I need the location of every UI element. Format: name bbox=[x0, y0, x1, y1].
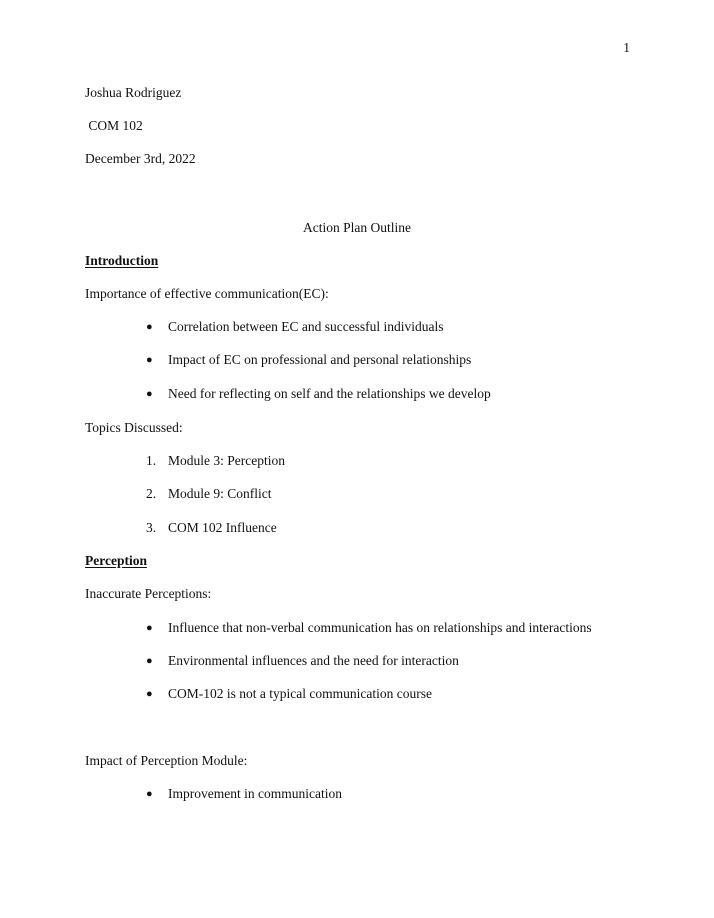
list-item-text: Correlation between EC and successful individuals bbox=[168, 319, 444, 334]
perception-heading: Perception bbox=[85, 553, 147, 568]
introduction-heading: Introduction bbox=[85, 253, 159, 268]
bullet-icon: ● bbox=[146, 388, 153, 400]
bullet-icon: ● bbox=[146, 622, 153, 634]
list-item-text: Environmental influences and the need for interaction bbox=[168, 653, 459, 668]
list-item-text: COM-102 is not a typical communication course bbox=[168, 686, 432, 701]
list-item bbox=[146, 786, 342, 802]
list-item bbox=[146, 486, 272, 502]
bullet-icon: ● bbox=[146, 354, 153, 366]
list-item bbox=[146, 352, 471, 368]
topics-label: Topics Discussed: bbox=[85, 420, 183, 435]
list-number: 3. bbox=[146, 520, 157, 535]
list-number: 2. bbox=[146, 486, 157, 501]
list-item-text: Influence that non-verbal communication has on relationships and interactions bbox=[168, 620, 592, 635]
list-item bbox=[146, 453, 285, 469]
author-name: Joshua Rodriguez bbox=[85, 85, 182, 100]
document-title: Action Plan Outline bbox=[303, 220, 411, 235]
list-item-text: COM 102 Influence bbox=[168, 520, 277, 535]
impact-perception-label: Impact of Perception Module: bbox=[85, 753, 248, 768]
list-item-text: Module 9: Conflict bbox=[168, 486, 272, 501]
bullet-icon: ● bbox=[146, 788, 153, 800]
list-item bbox=[146, 520, 277, 536]
list-item-text: Improvement in communication bbox=[168, 786, 342, 801]
list-item-text: Module 3: Perception bbox=[168, 453, 285, 468]
bullet-icon: ● bbox=[146, 321, 153, 333]
course-code: COM 102 bbox=[85, 118, 143, 133]
importance-label: Importance of effective communication(EC): bbox=[85, 286, 329, 301]
page-number: 1 bbox=[623, 40, 630, 55]
list-item bbox=[146, 319, 444, 335]
list-item-text: Impact of EC on professional and personal relationships bbox=[168, 352, 472, 367]
bullet-icon: ● bbox=[146, 688, 153, 700]
list-item bbox=[146, 620, 592, 636]
document-date: December 3rd, 2022 bbox=[85, 151, 196, 166]
inaccurate-perceptions-label: Inaccurate Perceptions: bbox=[85, 586, 212, 601]
list-item-text: Need for reflecting on self and the relationships we develop bbox=[168, 386, 491, 401]
list-number: 1. bbox=[146, 453, 157, 468]
bullet-icon: ● bbox=[146, 655, 153, 667]
list-item bbox=[146, 653, 459, 669]
list-item bbox=[146, 386, 491, 402]
list-item bbox=[146, 686, 432, 702]
